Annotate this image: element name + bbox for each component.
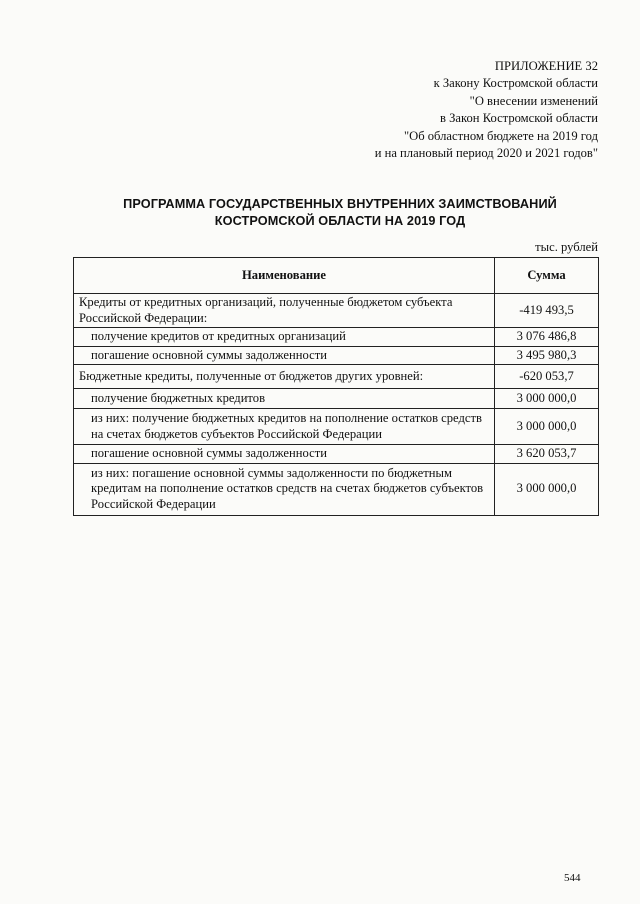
appendix-line: "Об областном бюджете на 2019 год [403, 128, 598, 143]
row-amount: 3 000 000,0 [495, 463, 599, 515]
table-header-row [74, 258, 599, 294]
table-row [74, 328, 599, 347]
table-row [74, 445, 599, 464]
borrowing-table [73, 257, 599, 516]
row-name: из них: получение бюджетных кредитов на пополнение остатков средств на счетах бюджетов субъектов Российской Федерации [74, 409, 495, 445]
row-amount: -419 493,5 [495, 294, 599, 328]
appendix-line: и на плановый период 2020 и 2021 годов" [374, 146, 598, 161]
row-amount: 3 620 053,7 [495, 445, 599, 464]
units-label: тыс. рублей [535, 240, 598, 254]
row-name: из них: погашение основной суммы задолженности по бюджетным кредитам на пополнение остатков средств на счетах бюджетов субъектов Российской Федерации [74, 463, 495, 515]
row-name: получение кредитов от кредитных организаций [74, 328, 495, 347]
appendix-number: ПРИЛОЖЕНИЕ 32 [494, 59, 598, 73]
table-row [74, 294, 599, 328]
document-title-line-2: КОСТРОМСКОЙ ОБЛАСТИ НА 2019 ГОД [214, 214, 466, 228]
row-amount: 3 495 980,3 [495, 346, 599, 365]
row-amount: 3 076 486,8 [495, 328, 599, 347]
row-amount: 3 000 000,0 [495, 389, 599, 409]
table-row [74, 409, 599, 445]
appendix-line: "О внесении изменений [469, 93, 598, 108]
row-amount: 3 000 000,0 [495, 409, 599, 445]
table-row [74, 346, 599, 365]
table-row [74, 389, 599, 409]
appendix-header [375, 58, 598, 162]
page-number: 544 [564, 872, 581, 884]
table-row [74, 463, 599, 515]
table-row [74, 365, 599, 389]
row-amount: -620 053,7 [495, 365, 599, 389]
document-title-line-1: ПРОГРАММА ГОСУДАРСТВЕННЫХ ВНУТРЕННИХ ЗАИМСТВОВАНИЙ [123, 197, 557, 211]
row-name: погашение основной суммы задолженности [74, 346, 495, 365]
row-name: получение бюджетных кредитов [74, 389, 495, 409]
column-header-name: Наименование [74, 258, 495, 294]
appendix-line: в Закон Костромской области [440, 111, 598, 126]
appendix-line: к Закону Костромской области [433, 76, 598, 91]
document-title [0, 196, 640, 230]
row-name: Кредиты от кредитных организаций, полученные бюджетом субъекта Российской Федерации: [74, 294, 495, 328]
column-header-amount: Сумма [495, 258, 599, 294]
row-name: Бюджетные кредиты, полученные от бюджетов других уровней: [74, 365, 495, 389]
row-name: погашение основной суммы задолженности [74, 445, 495, 464]
